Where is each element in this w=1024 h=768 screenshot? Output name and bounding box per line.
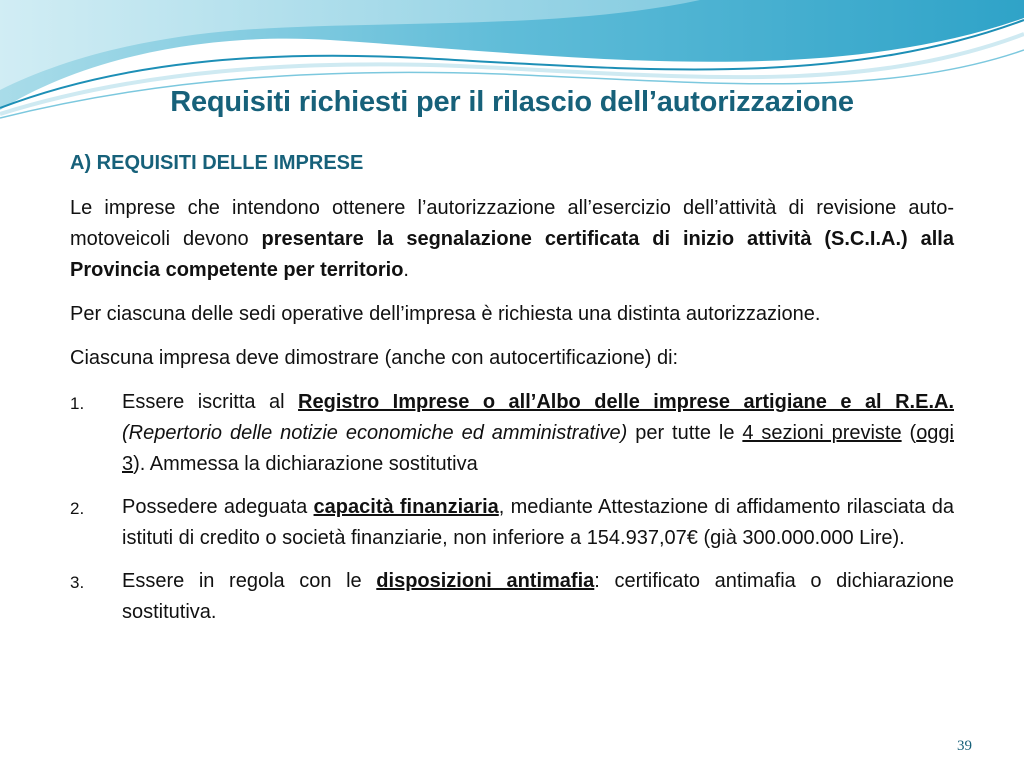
registro-imprese-text: Registro Imprese o all’Albo delle imprese artigiane e al R.E.A. <box>298 391 954 413</box>
paragraph-scia-text-1: Le imprese che intendono ottenere l’autorizzazione all’esercizio dell’attività di revisione auto-motoveicoli devono <box>70 197 954 250</box>
page-number: 39 <box>957 738 972 754</box>
paragraph-scia-text-2: . <box>403 259 409 281</box>
list-item-number: 3. <box>70 573 85 592</box>
sezioni-previste-text: 4 sezioni previste <box>742 422 902 444</box>
capacita-finanziaria-text: capacità finanziaria <box>313 496 499 518</box>
list-item-text: Essere in regola con le <box>122 570 377 592</box>
list-item-text: per tutte le <box>627 422 743 444</box>
list-item-text: , mediante Attestazione di affidamento rilasciata da istituti di credito o società finanziarie, non inferiore a 154.937,07€ (già 300.000.000 Lire). <box>122 496 954 549</box>
rea-description: (Repertorio delle notizie economiche ed amministrative) <box>122 422 628 444</box>
paragraph-requirements-intro: Ciascuna impresa deve dimostrare (anche con autocertificazione) di: <box>70 347 679 369</box>
paragraph-sedi: Per ciascuna delle sedi operative dell’impresa è richiesta una distinta autorizzazione. <box>70 303 821 325</box>
list-item-number: 2. <box>70 499 85 518</box>
disposizioni-antimafia-text: disposizioni antimafia <box>376 570 595 592</box>
list-item-text: Essere iscritta al <box>122 391 299 413</box>
section-heading: A) REQUISITI DELLE IMPRESE <box>70 152 364 174</box>
list-item-text: : certificato antimafia o dichiarazione sostitutiva. <box>122 570 955 623</box>
list-item-antimafia <box>70 566 954 628</box>
list-item-number: 1. <box>70 394 85 413</box>
paragraph-scia <box>70 193 954 286</box>
slide-content <box>70 148 954 640</box>
list-item-text: ( <box>901 422 917 444</box>
paragraph-scia-bold: presentare la segnalazione certificata di inizio attività (S.C.I.A.) alla Provincia competente per territorio <box>70 228 954 281</box>
oggi-3-text: oggi 3 <box>122 422 954 475</box>
list-item-registro <box>70 387 954 480</box>
slide-title: Requisiti richiesti per il rilascio dell’autorizzazione <box>170 86 854 118</box>
list-item-capacita <box>70 492 954 554</box>
requirements-list <box>70 387 954 628</box>
list-item-text: Possedere adeguata <box>122 496 314 518</box>
list-item-text: ). Ammessa la dichiarazione sostitutiva <box>133 453 478 475</box>
